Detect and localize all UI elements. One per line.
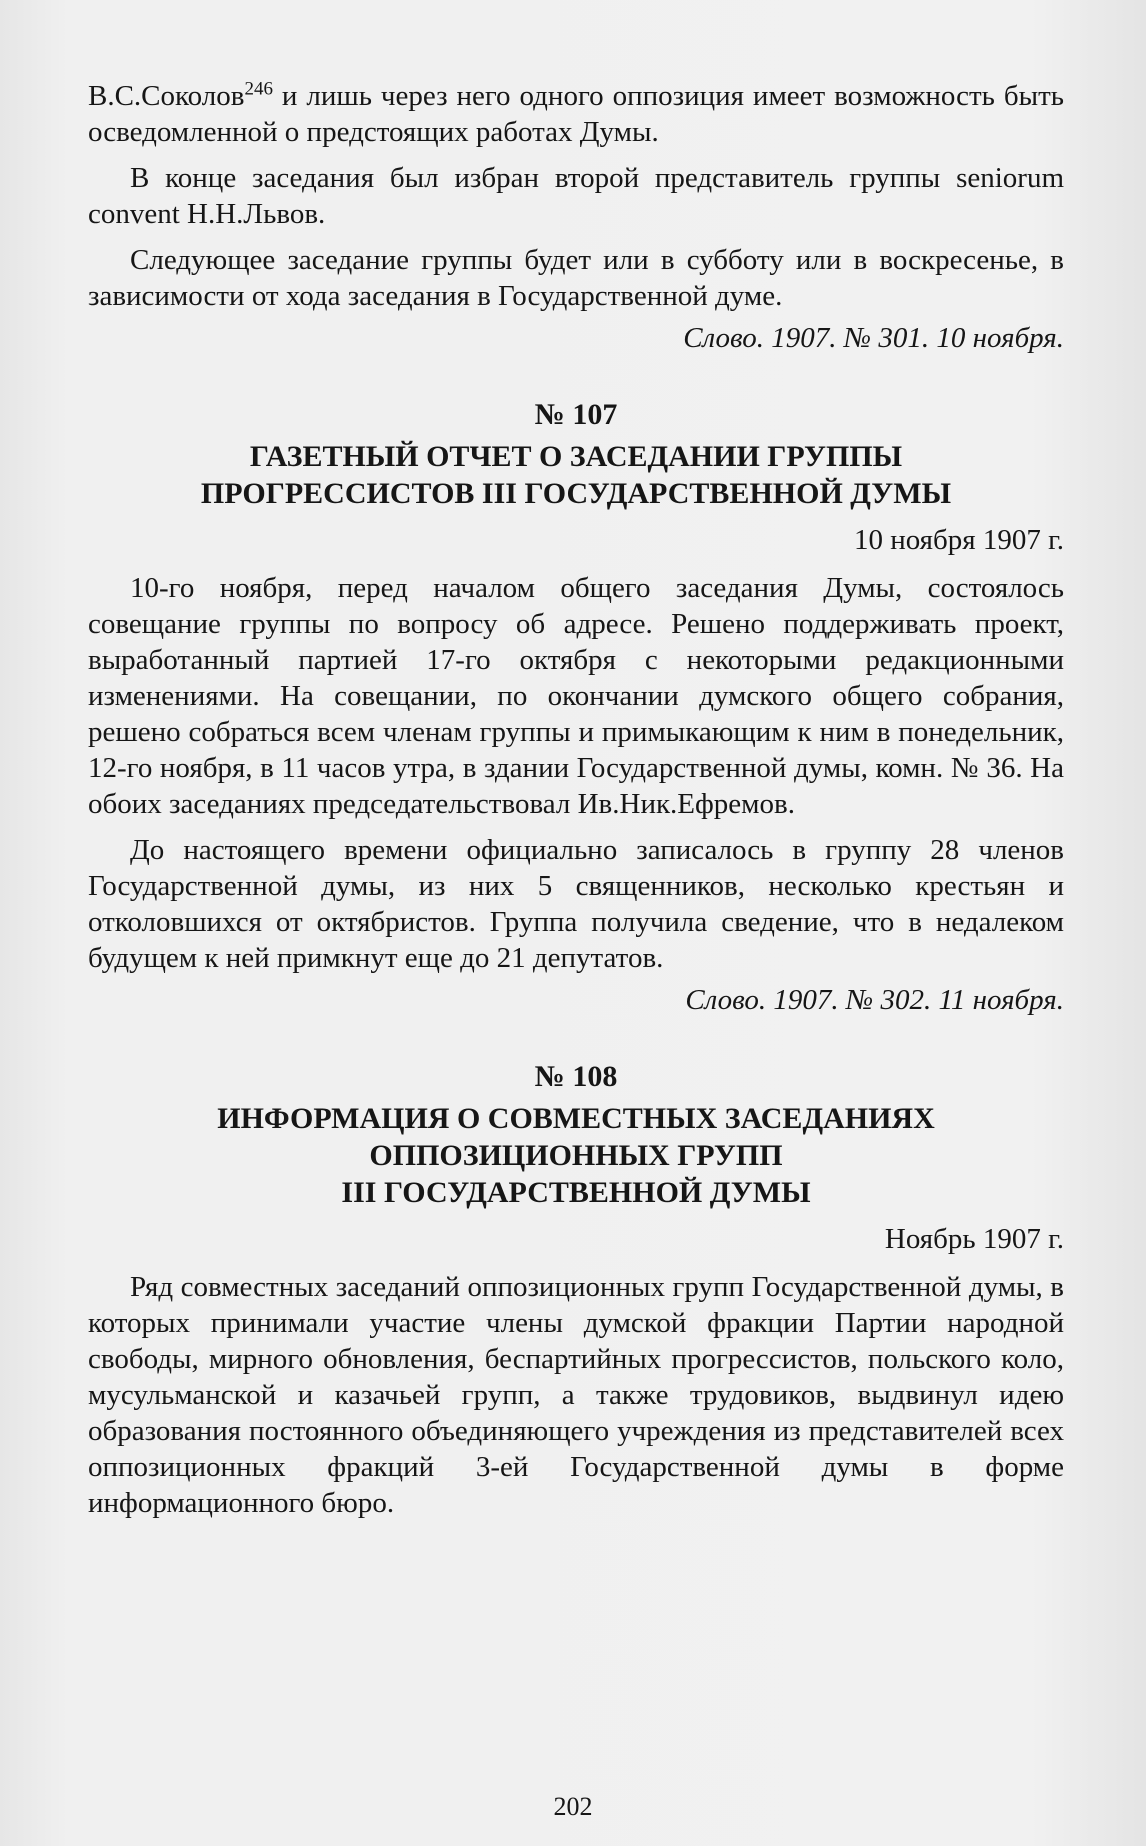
page-number: 202	[553, 1792, 593, 1821]
paragraph: Ряд совместных заседаний оппозиционных групп Государственной думы, в которых принимали участие члены думской фракции Партии народной свободы, мирного обновления, беспартийных прогрессистов, польского коло, мусульманской и казачьей групп, а также трудовиков, выдвинул идею образования постоянного объединяющего учреждения из представителей всех оппозиционных фракций 3-ей Государственной думы в форме информационного бюро.	[88, 1271, 1064, 1519]
title-line: III ГОСУДАРСТВЕННОЙ ДУМЫ	[341, 1176, 811, 1209]
paragraph: В конце заседания был избран второй представитель группы seniorum convent Н.Н.Львов.	[88, 162, 1064, 230]
paragraph: До настоящего времени официально записалось в группу 28 членов Государственной думы, из них 5 священников, несколько крестьян и отколовшихся от октябристов. Группа получила сведение, что в недалеком будущем к ней примкнут еще до 21 депутатов.	[88, 834, 1064, 974]
source-citation: Слово. 1907. № 301. 10 ноября.	[683, 322, 1064, 354]
person-name: В.С.Соколов	[88, 80, 245, 112]
document-number: № 108	[534, 1060, 618, 1093]
title-line: ОППОЗИЦИОННЫХ ГРУПП	[369, 1139, 783, 1172]
title-line: ПРОГРЕССИСТОВ III ГОСУДАРСТВЕННОЙ ДУМЫ	[200, 477, 952, 510]
title-line: ИНФОРМАЦИЯ О СОВМЕСТНЫХ ЗАСЕДАНИЯХ	[217, 1102, 935, 1135]
document-date: 10 ноября 1907 г.	[853, 524, 1064, 556]
source-citation: Слово. 1907. № 302. 11 ноября.	[685, 984, 1064, 1016]
title-line: ГАЗЕТНЫЙ ОТЧЕТ О ЗАСЕДАНИИ ГРУППЫ	[249, 440, 903, 473]
text-column	[88, 78, 1064, 1521]
document-title	[88, 1100, 1064, 1211]
document-number: № 107	[534, 398, 618, 431]
paragraph: Следующее заседание группы будет или в субботу или в воскресенье, в зависимости от хода заседания в Государственной думе.	[88, 244, 1064, 312]
paragraph-text: и лишь через него одного оппозиция имеет возможность быть осведомленной о предстоящих работах Думы.	[88, 80, 1064, 148]
paragraph: 10-го ноября, перед началом общего заседания Думы, состоялось совещание группы по вопросу об адресе. Решено поддерживать проект, выработанный партией 17-го октября с некоторыми редакционными изменениями. На совещании, по окончании думского общего собрания, решено собраться всем членам группы и примыкающим к ним в понедельник, 12-го ноября, в 11 часов утра, в здании Государственной думы, комн. № 36. На обоих заседаниях председательствовал Ив.Ник.Ефремов.	[88, 572, 1064, 820]
document-title	[88, 438, 1064, 512]
footnote-ref: 246	[244, 78, 273, 100]
document-date: Ноябрь 1907 г.	[884, 1223, 1064, 1255]
continued-paragraph	[88, 78, 1064, 150]
